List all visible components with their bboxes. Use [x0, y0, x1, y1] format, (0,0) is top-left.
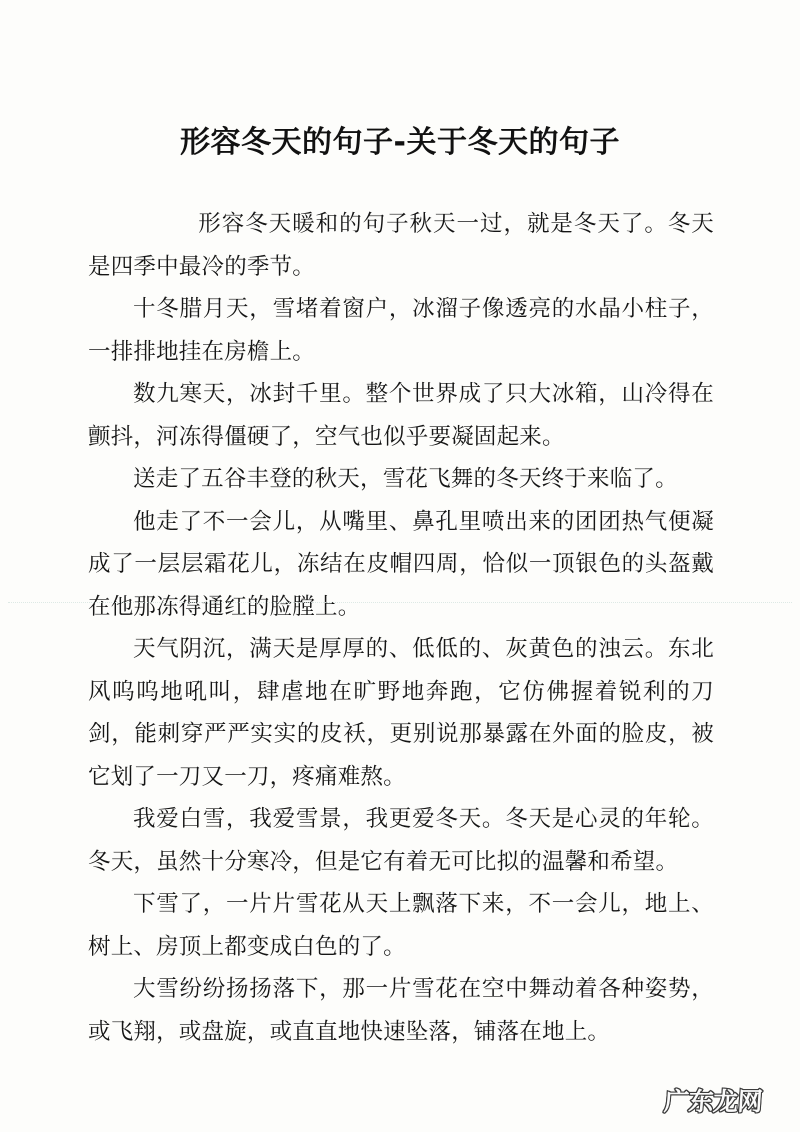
paragraph: 下雪了，一片片雪花从天上飘落下来，不一会儿，地上、树上、房顶上都变成白色的了。: [88, 891, 714, 960]
document-body: [88, 203, 714, 1053]
paragraph: 送走了五谷丰登的秋天，雪花飞舞的冬天终于来临了。: [133, 466, 678, 492]
paragraph: 天气阴沉，满天是厚厚的、低低的、灰黄色的浊云。东北风呜呜地吼叫，肆虐地在旷野地奔跑，它仿佛握着锐利的刀剑，能刺穿严严实实的皮袄，更别说那暴露在外面的脸皮，被它划了一刀又一刀，疼痛难熬。: [88, 636, 714, 790]
watermark-label: 广东龙网: [663, 1087, 764, 1116]
paragraph: 我爱白雪，我爱雪景，我更爱冬天。冬天是心灵的年轮。冬天，虽然十分寒冷，但是它有着无可比拟的温馨和希望。: [88, 806, 714, 875]
watermark-logo: [664, 1082, 788, 1122]
page-divider-rule: [8, 602, 792, 604]
paragraph: 数九寒天，冰封千里。整个世界成了只大冰箱，山冷得在颤抖，河冻得僵硬了，空气也似乎要凝固起来。: [88, 381, 714, 450]
page-title: 形容冬天的句子-关于冬天的句子: [180, 125, 620, 161]
paragraph: 形容冬天暖和的句子秋天一过，就是冬天了。冬天是四季中最冷的季节。: [88, 211, 714, 280]
paragraph: 大雪纷纷扬扬落下，那一片雪花在空中舞动着各种姿势，或飞翔，或盘旋，或直直地快速坠落，铺落在地上。: [88, 976, 714, 1045]
paragraph: 十冬腊月天，雪堵着窗户，冰溜子像透亮的水晶小柱子，一排排地挂在房檐上。: [88, 296, 714, 365]
paragraph: 他走了不一会儿，从嘴里、鼻孔里喷出来的团团热气便凝成了一层层霜花儿，冻结在皮帽四周，恰似一顶银色的头盔戴在他那冻得通红的脸膛上。: [88, 508, 714, 620]
